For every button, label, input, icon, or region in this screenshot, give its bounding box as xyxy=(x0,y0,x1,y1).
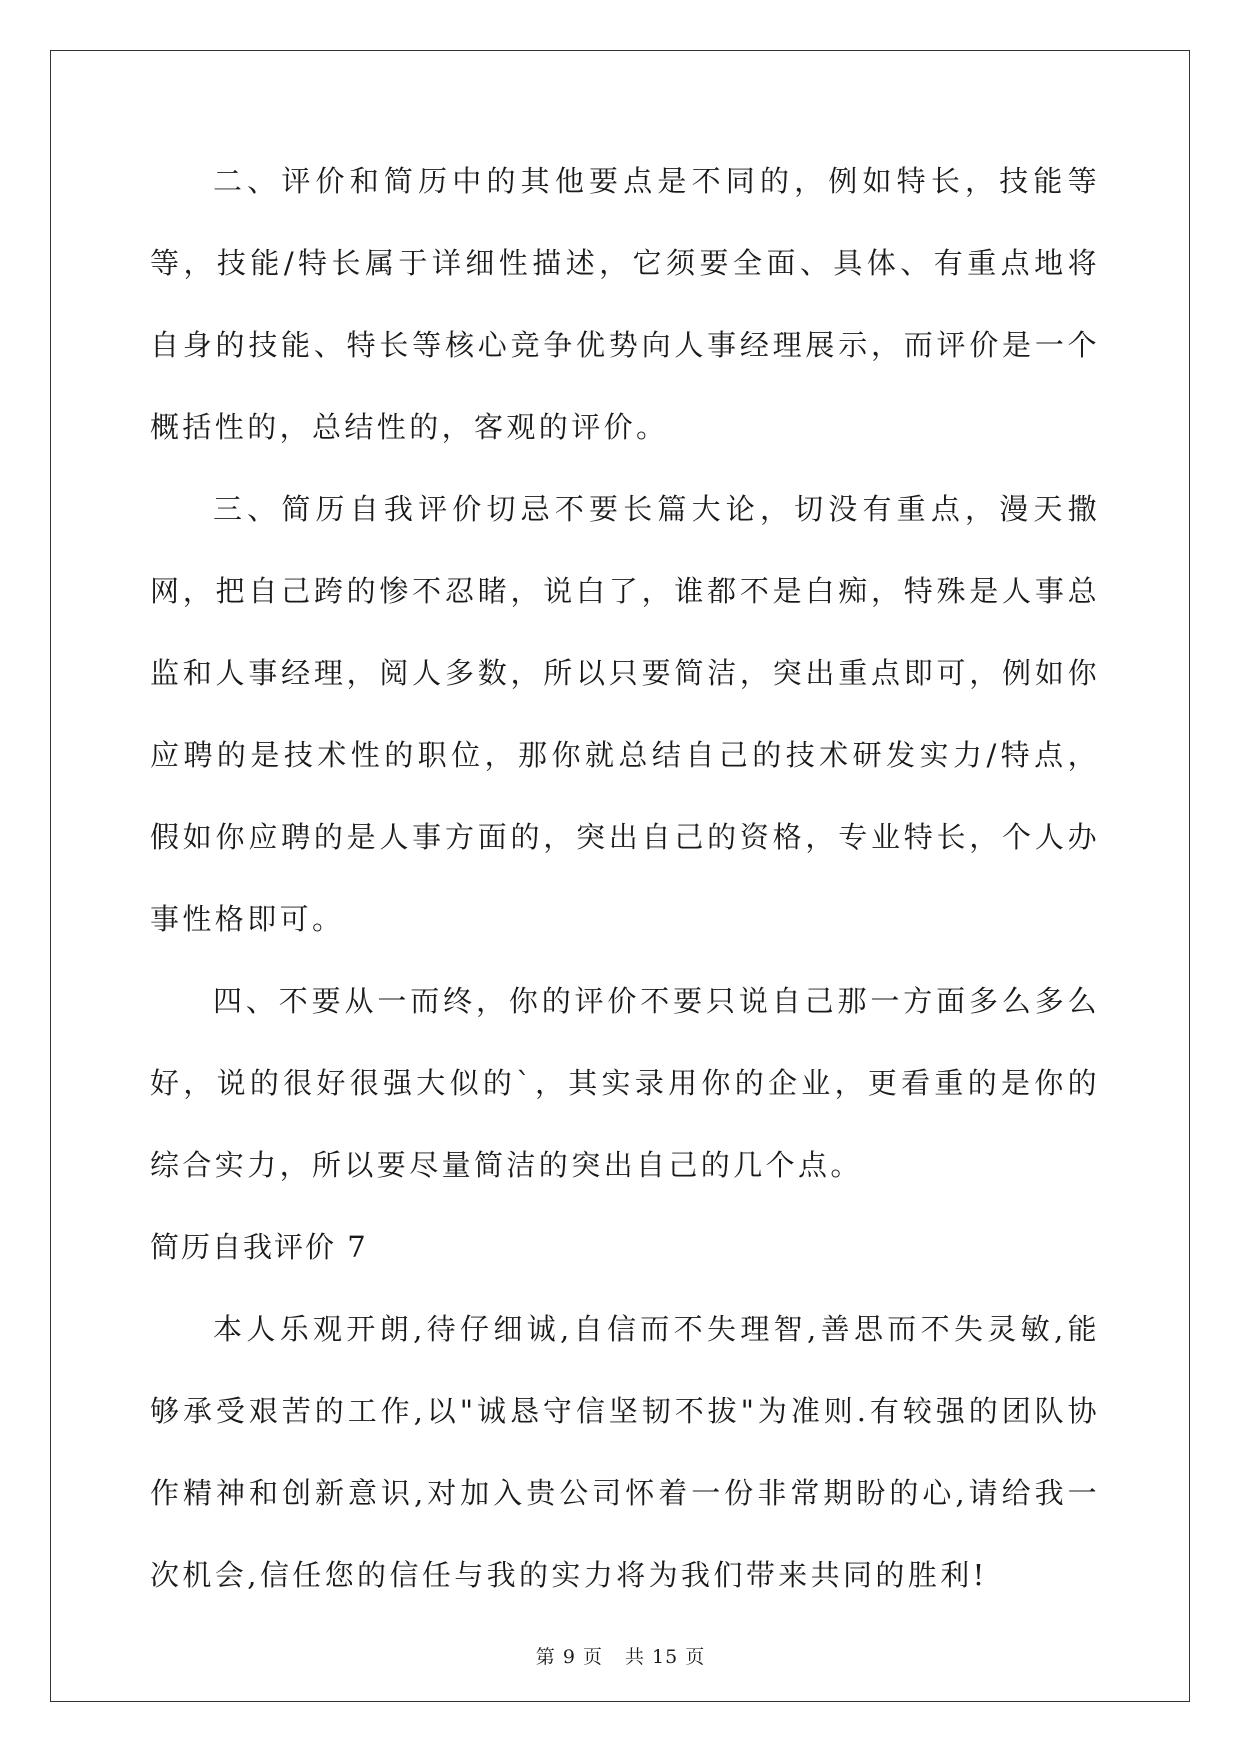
page-footer xyxy=(0,1642,1241,1669)
paragraph-two: 二、评价和简历中的其他要点是不同的，例如特长，技能等等，技能/特长属于详细性描述，它须要全面、具体、有重点地将自身的技能、特长等核心竞争优势向人事经理展示，而评价是一个概括性的，总结性的，客观的评价。 xyxy=(150,164,1100,444)
section-heading: 简历自我评价 7 xyxy=(150,1230,368,1264)
paragraph-three: 三、简历自我评价切忌不要长篇大论，切没有重点，漫天撒网，把自己跨的惨不忍睹，说白了，谁都不是白痴，特殊是人事总监和人事经理，阅人多数，所以只要简洁，突出重点即可，例如你应聘的是技术性的职位，那你就总结自己的技术研发实力/特点，假如你应聘的是人事方面的，突出自己的资格，专业特长，个人办事性格即可。 xyxy=(150,492,1100,936)
section-paragraph: 本人乐观开朗,待仔细诚,自信而不失理智,善思而不失灵敏,能够承受艰苦的工作,以"诚恳守信坚韧不拔"为准则.有较强的团队协作精神和创新意识,对加入贵公司怀着一份非常期盼的心,请给我一次机会,信任您的信任与我的实力将为我们带来共同的胜利! xyxy=(150,1312,1100,1592)
paragraph-four: 四、不要从一而终，你的评价不要只说自己那一方面多么多么好，说的很好很强大似的`，其实录用你的企业，更看重的是你的综合实力，所以要尽量简洁的突出自己的几个点。 xyxy=(150,984,1100,1182)
page-number: 第 9 页 xyxy=(535,1646,603,1668)
page-total: 共 15 页 xyxy=(624,1646,706,1668)
document-body xyxy=(150,140,1100,1616)
